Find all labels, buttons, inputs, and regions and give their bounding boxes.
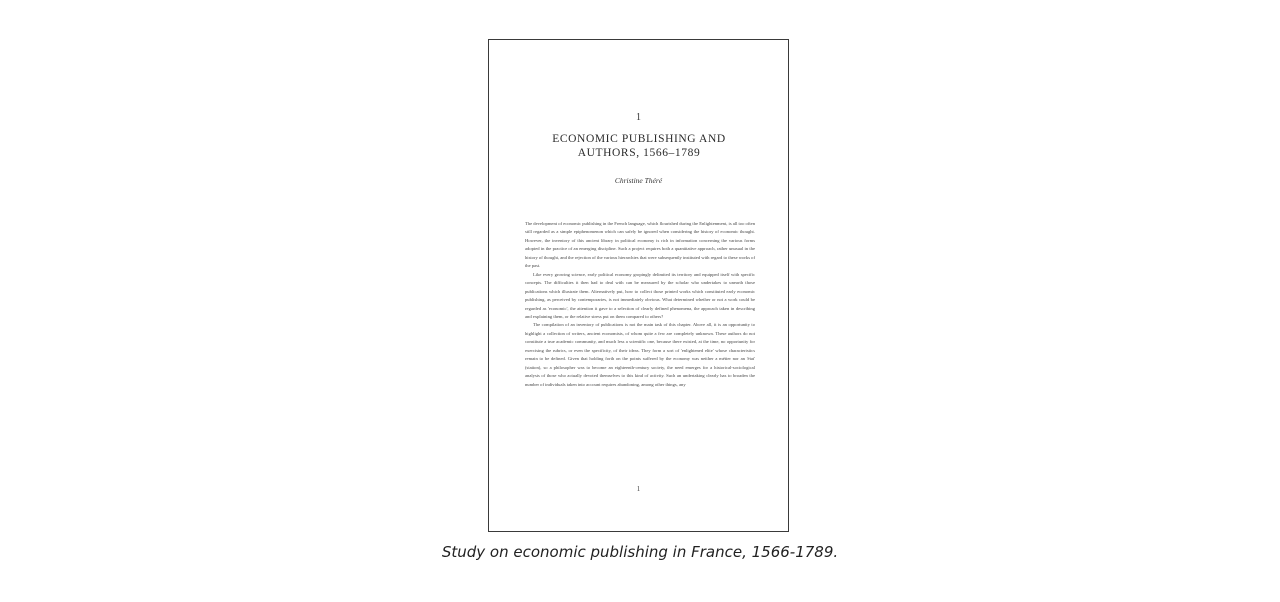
book-page-image (488, 39, 789, 532)
chapter-title-line: AUTHORS, 1566–1789 (577, 147, 701, 159)
chapter-title-line: ECONOMIC PUBLISHING AND (552, 133, 726, 145)
chapter-number: 1 (636, 112, 641, 123)
page-number: 1 (636, 485, 641, 493)
figure-caption: Study on economic publishing in France, 1566-1789. (441, 543, 839, 561)
body-text (525, 220, 755, 389)
chapter-author: Christine Théré (614, 176, 663, 185)
chapter-title (509, 132, 769, 160)
body-paragraph: Like every growing science, early political economy gropingly delimited its territory and equipped itself with specific concepts. The difficulties it then had to deal with can be measured by the scholar who undertakes to unearth those publications which illustrate them. Alternatively put, how to collect those printed works which constituted early economic publishing, as perceived by contemporaries, is not immediately obvious. What determined whether or not a work could be regarded as 'economic', the attention it gave to a selection of clearly defined phenomena, the approach taken in describing and explaining them, or the relative stress put on them compared to others? (525, 271, 755, 319)
body-paragraph: The compilation of an inventory of publications is not the main task of this chapter. Above all, it is an opportunity to highlight a collection of writers, ancient economists, of whom quite a few are completely unknown. These authors do not constitute a true academic community, and much less a scientific one, because there existed, at the time, no opportunity for exercising the rubrics, or even the specificity, of their ideas. They form a sort of 'enlightened elite' whose characteristics remain to be defined. Given that holding forth on the points suffered by the economy was neither a métier nor an 'état' (station), so a philosopher was to become an eighteenth-century society, the need emerges for a historical-sociological analysis of those who actually devoted themselves to this kind of activity. Such an undertaking clearly has to broaden the number of individuals taken into account requires abandoning, among other things, any (525, 322, 755, 387)
body-paragraph: The development of economic publishing in the French language, which flourished during the Enlightenment, is all too often still regarded as a simple epiphenomenon which can safely be ignored when considering the history of economic thought. However, the inventory of this ancient library in political economy is rich in information concerning the various forms adopted in the practice of an emerging discipline. Such a project requires both a quantitative approach, rather unusual in the history of thought, and the rejection of the various hierarchies that were subsequently instituted with regard to these works of the past. (525, 221, 755, 269)
